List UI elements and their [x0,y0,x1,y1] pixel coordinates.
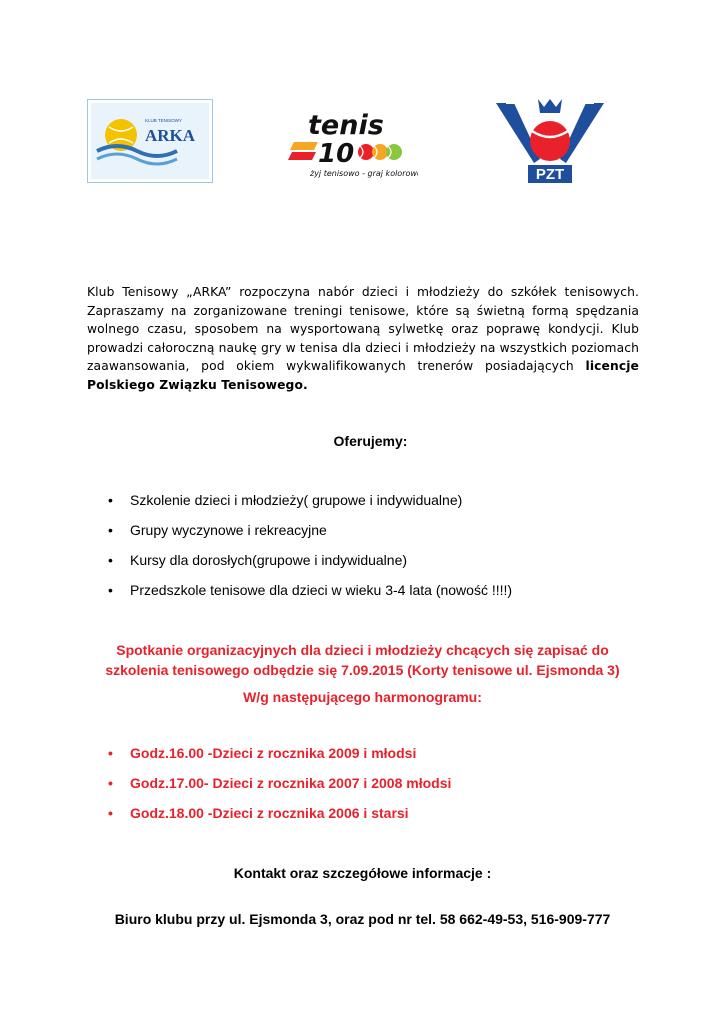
offer-item-text: Przedszkole tenisowe dla dzieci w wieku 3-4 lata (nowość !!!!) [130,582,513,598]
offer-item-text: Grupy wyczynowe i rekreacyjne [130,522,327,538]
schedule-item-text: Godz.16.00 -Dzieci z rocznika 2009 i młodsi [130,745,417,761]
offer-list [105,491,512,611]
intro-text: Klub Tenisowy „ARKA” rozpoczyna nabór dzieci i młodzieży do szkółek tenisowych. Zapraszamy na zorganizowane treningi tenisowe, które są świetną formą spędzania wolnego czasu, sposobem na wysportowaną sylwetkę oraz poprawę kondycji. Klub prowadzi całoroczną naukę gry w tenisa dla dzieci i młodzieży na wszystkich poziomach zaawansowania, pod okiem wykwalifikowanych trenerów posiadających [87,285,639,373]
bullet-icon: • [108,805,113,821]
bullet-icon: • [108,775,113,791]
intro-paragraph [87,283,639,394]
arka-logo-small-text: KLUB TENISOWY [145,118,182,123]
offer-item-text: Kursy dla dorosłych(grupowe i indywidualne) [130,552,408,568]
pzt-logo [494,97,606,187]
tenis10-logo-tagline: żyj tenisowo - graj kolorowo [310,169,418,178]
bullet-icon: • [108,552,113,568]
list-item [105,581,512,611]
list-item [105,551,512,581]
list-item [105,804,451,834]
bullet-icon: • [108,522,113,538]
bullet-icon: • [108,492,113,508]
list-item [105,521,512,551]
offer-heading: Oferujemy: [333,433,408,449]
bullet-icon: • [108,582,113,598]
pzt-logo-text: PZT [535,166,565,183]
schedule-item-text: Godz.17.00- Dzieci z rocznika 2007 i 2008 młodsi [130,775,452,791]
schedule-heading: W/g następującego harmonogramu: [243,689,482,705]
contact-heading: Kontakt oraz szczegółowe informacje : [233,865,492,881]
list-item [105,774,451,804]
bullet-icon: • [108,745,113,761]
meeting-line-2: szkolenia tenisowego odbędzie się 7.09.2015 (Korty tenisowe ul. Ejsmonda 3) [105,662,620,678]
schedule-list [105,744,451,834]
list-item [105,744,451,774]
offer-item-text: Szkolenie dzieci i młodzieży( grupowe i indywidualne) [130,492,463,508]
tenis10-logo-word: tenis [308,110,384,141]
tenis10-logo-number: 10 [318,139,355,169]
tenis10-logo [288,108,418,180]
meeting-announcement [0,640,725,680]
schedule-item-text: Godz.18.00 -Dzieci z rocznika 2006 i starsi [130,805,409,821]
intro-bold-text: licencje Polskiego Związku Tenisowego. [87,359,639,392]
contact-details: Biuro klubu przy ul. Ejsmonda 3, oraz pod nr tel. 58 662-49-53, 516-909-777 [114,911,611,927]
meeting-line-1: Spotkanie organizacyjnych dla dzieci i młodzieży chcących się zapisać do [116,642,609,658]
arka-logo [87,99,213,183]
arka-logo-name: ARKA [145,126,196,145]
list-item [105,491,512,521]
